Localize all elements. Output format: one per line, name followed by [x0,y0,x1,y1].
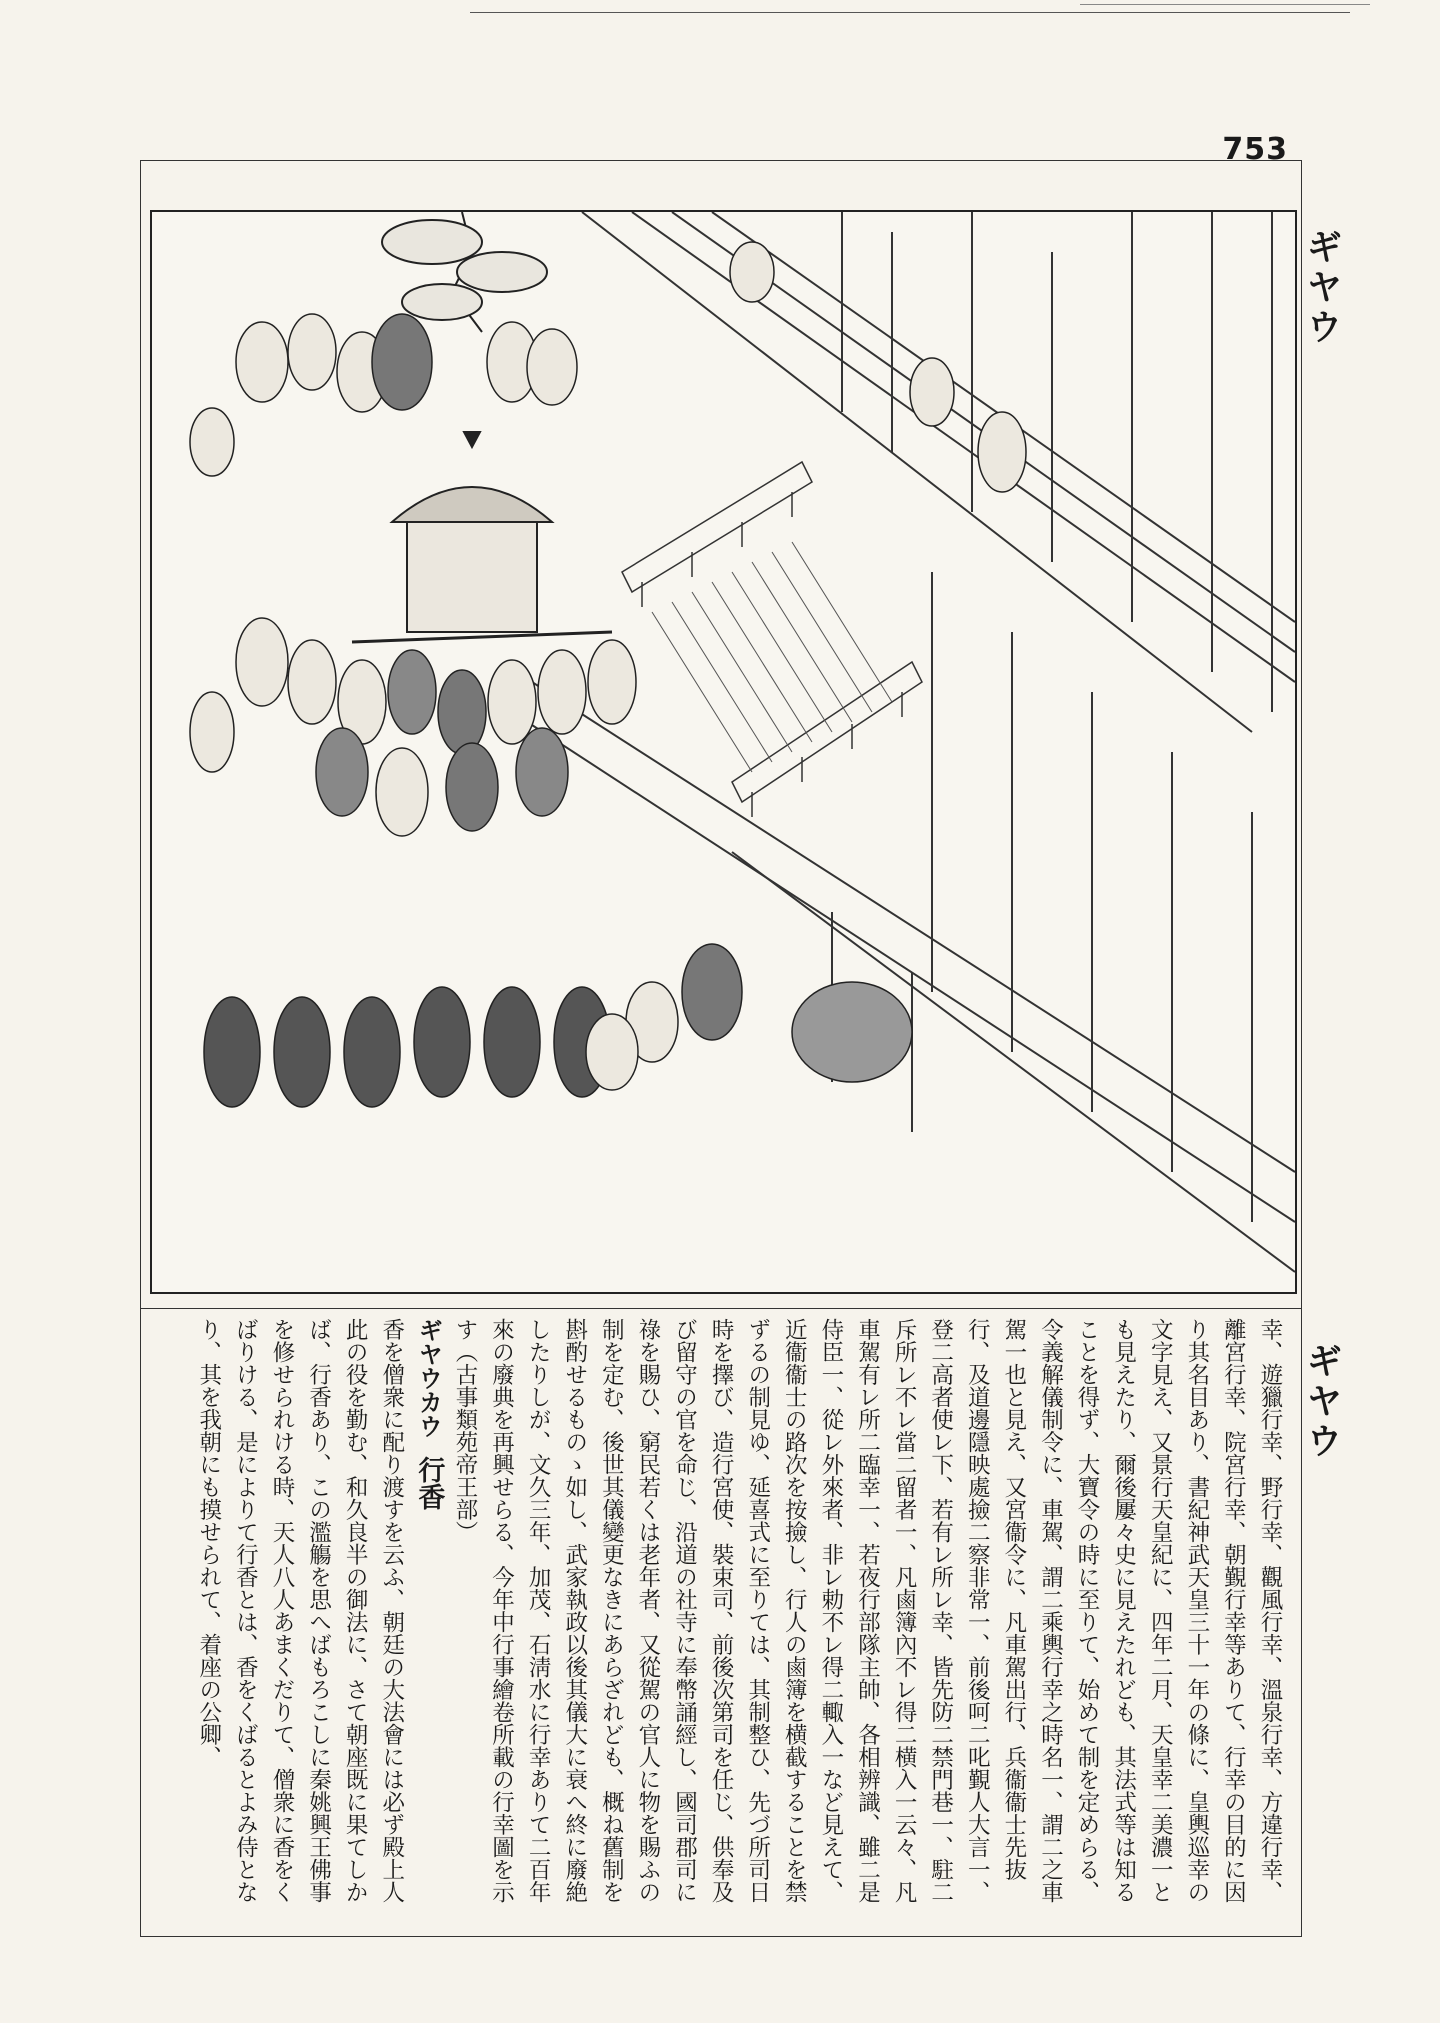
section-divider [140,1308,1302,1309]
procession-illustration [150,210,1297,1294]
article-paragraph-2: 香を僧衆に配り渡すを云ふ、朝廷の大法會には必ず殿上人此の役を勤む、和久良半の御法に、さて朝座既に果てしかば、行香あり、この濫觴を思へばもろこしに秦姚興王佛事を修せられける時、天人八人あまくだりて、僧衆に香をくばりける、是によりて行香とは、香をくばるとよみ侍となり、其を我朝にも摸せられて、着座の公卿、 [195,1318,405,1903]
veranda-structure [512,212,1295,1272]
page-number: 753 [1222,132,1288,167]
procession-crowd [190,618,636,836]
railing-upper [622,462,812,607]
palanquin [352,432,612,642]
article-paragraph-1: 幸、遊獵行幸、野行幸、觀風行幸、溫泉行幸、方違行幸、離宮行幸、院宮行幸、朝覲行幸等ありて、行幸の目的に因り其名目あり、書紀神武天皇三十一年の條に、皇輿巡幸の文字見え、又景行天皇紀に、四年二月、天皇幸二美濃一とも見えたり、爾後屢々史に見えたれども、其法式等は知ることを得ず、大寶令の時に至りて、始めて制を定めらる、令義解儀制令に、車駕、謂二乘輿行幸之時名一、謂二之車駕一也と見え、又宮衞令に、凡車駕出行、兵衞衞士先抜行、及道邊隱映處撿二察非常一、前後呵二叱覲人大言一、登二高者使レ下、若有レ所レ幸、皆先防二禁門巷一、駐二斥所レ不レ當二留者一、凡鹵簿內不レ得二横入一云々、凡車駕有レ所二臨幸一、若夜行部隊主帥、各相辨識、雖二是侍臣一、從レ外來者、非レ勅不レ得二輙入一など見えて、近衞衞士の路次を按撿し、行人の鹵簿を横截することを禁ずるの制見ゆ、延喜式に至りては、其制整ひ、先づ所司日時を擇び、造行宮使、裝束司、前後次第司を任じ、供奉及び留守の官を命じ、沿道の社寺に奉幣誦經し、國司郡司に祿を賜ひ、窮民若くは老年者、又從駕の官人に物を賜ふの制を定む、後世其儀變更なきにあらざれども、概ね舊制を斟酌せるものゝ如し、武家執政以後其儀大に衰へ終に廢絶したりしが、文久三年、加茂、石淸水に行幸ありて二百年來の廢典を再興せらる、今年中行事繪卷所載の行幸圖を示す（古事類苑帝王部） [451,1318,1283,1903]
entry-title [410,1318,447,1918]
stairs [652,542,892,772]
illustration-drawing [152,212,1295,1292]
article-heading: ギヤウ [1301,1342,1342,1462]
seated-figures-veranda [730,242,1026,492]
lower-row-figures [204,987,610,1107]
article-text [152,1318,1288,1918]
top-rule [470,12,1350,13]
entry-title-kana: ギヤウカウ [414,1318,443,1438]
lower-right-group [586,944,912,1090]
entry-title-kanji: 行香 [413,1456,445,1511]
railing-lower [732,662,922,817]
running-head: ギヤウ [1301,228,1342,348]
top-rule-short [1080,4,1370,5]
courtier-group-upper-left [190,314,577,476]
